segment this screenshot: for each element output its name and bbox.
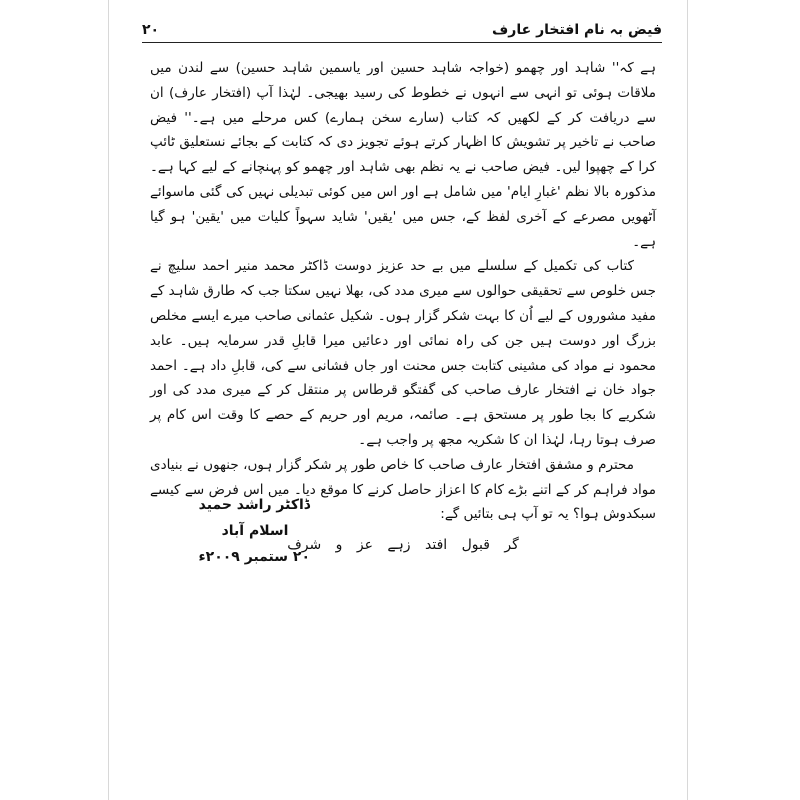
page-header — [142, 22, 662, 48]
place: اسلام آباد — [221, 523, 289, 539]
paragraph-continuation: ہے کہ'' شاہد اور چھمو (خواجہ شاہد حسین اور یاسمین شاہد حسین) سے لندن میں ملاقات ہوئی تو انہی سے انہوں نے خطوط کی رسید بھیجی۔ لہٰذا آپ (افتخار عارف) ان سے دریافت کر کے لکھیں کہ کتاب (سارے سخن ہمارے) کس مرحلے میں ہے۔'' فیض صاحب نے تاخیر پر تشویش کا اظہار کرتے ہوئے تجویز دی کہ کتابت کے بجائے نستعلیق ٹائپ کرا کے چھپوا لیں۔ فیض صاحب نے یہ نظم بھی شاہد اور چھمو کو پہنچانے کے لیے کہا ہے۔ مذکورہ بالا نظم 'غبارِ ایام' میں شامل ہے اور اس میں کوئی تبدیلی نہیں کی گئی ماسوائے آٹھویں مصرعے کے آخری لفظ کے، جس میں 'یقیں' شاید سہواً کلیات میں 'یقین' ہو گیا ہے۔ — [150, 60, 656, 250]
date: ۲۰ ستمبر ۲۰۰۹ء — [198, 549, 310, 565]
persian-verse: گر قبول افتد زہے عز و شرف — [287, 537, 519, 554]
paragraph-closing: محترم و مشفق افتخار عارف صاحب کا خاص طور پر شکر گزار ہوں، جنھوں نے بنیادی مواد فراہم کر کے اتنے بڑے کام کا اعزاز حاصل کرنے کا موقع دیا۔ میں اس فرض سے کیسے سبکدوش ہوا؟ یہ تو آپ ہی بتائیں گے: — [150, 456, 656, 523]
author-name: ڈاکٹر راشد حمید — [198, 497, 310, 513]
signature-block — [200, 492, 310, 570]
page-number: ۲۰ — [142, 22, 160, 38]
running-title: فیض بہ نام افتخار عارف — [492, 22, 662, 38]
header-rule — [142, 42, 662, 43]
body-text — [150, 56, 656, 558]
paragraph-acknowledgements: کتاب کی تکمیل کے سلسلے میں بے حد عزیز دوست ڈاکٹر محمد منیر احمد سلیچ نے جس خلوص سے تحقیقی حوالوں سے میری مدد کی، بھلا نہیں سکتا جب کہ طارق شاہد کے مفید مشوروں کے لیے اُن کا بہت شکر گزار ہوں۔ شکیل عثمانی صاحب میرے ایسے مخلص بزرگ اور دوست ہیں جن کی راہ نمائی اور دعائیں میرا قابلِ قدر سرمایہ ہیں۔ عابد محمود نے مواد کی مشینی کتابت جس محنت اور جاں فشانی سے کی، قابلِ داد ہے۔ احمد جواد خان نے افتخار عارف صاحب کی گفتگو قرطاس پر منتقل کر کے میری مدد کی اور شکریے کا بجا طور پر مستحق ہے۔ صائمہ، مریم اور حریم کے حصے کا وقت اس کام پر صرف ہوتا رہا، لہٰذا ان کا شکریہ مجھ پر واجب ہے۔ — [150, 258, 656, 448]
